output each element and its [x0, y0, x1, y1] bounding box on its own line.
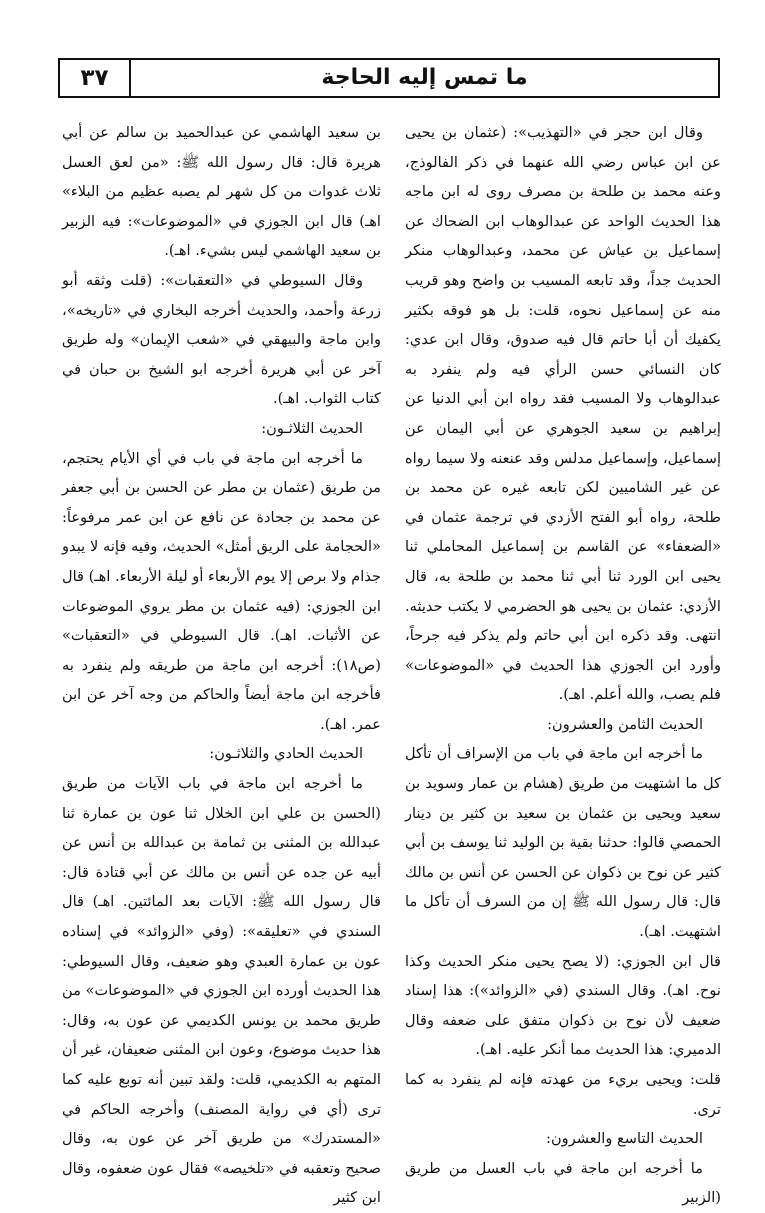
paragraph: قلت: ويحيى بريء من عهدته فإنه لم ينفرد به كما ترى. — [405, 1071, 721, 1118]
hadith-heading: الحديث الثامن والعشرون: — [547, 715, 703, 733]
running-title: ما تمس إليه الحاجة — [321, 65, 528, 90]
paragraph: ما أخرجه ابن ماجة في باب من الإسراف أن تأكل كل ما اشتهيت من طريق (هشام بن عمار وسويد بن سعيد ويحيى بن عثمان بن سعيد بن كثير بن دينار الحمصي قالوا: حدثنا بقية بن الوليد ثنا يوسف بن أبي كثير عن نوح بن ذكوان عن الحسن عن أنس بن مالك قال: قال رسول الله ﷺ إن من السرف أن تأكل ما اشتهيت. اهـ). — [405, 745, 721, 941]
hadith-heading: الحديث الحادي والثلاثـون: — [209, 745, 363, 763]
paragraph: ما أخرجه ابن ماجة في باب الآيات من طريق (الحسن بن علي ابن الخلال ثنا عون بن عمارة ثنا عبدالله بن المثنى بن ثمامة بن عبدالله بن أنس عن أبيه عن جده عن أنس بن مالك عن أبي قتادة قال: قال رسول الله ﷺ: الآيات بعد المائتين. اهـ) قال السندي في «تعليقه»: (وفي «الزوائد» في إسناده عون بن عمارة العبدي وهو ضعيف، وقال السيوطي: هذا الحديث أورده ابن الجوزي في «الموضوعات» من طريق محمد بن يونس الكديمي عن عون به، وقال: هذا حديث موضوع، وعون ابن المثنى ضعيفان، غير أن المتهم به الكديمي، قلت: ولقد تبين أنه توبع عليه كما ترى (أي في رواية المصنف) وأخرجه الحاكم في «المستدرك» من طريق آخر عن عون به، وقال صحيح وتعقبه في «تلخيصه» فقال عون ضعفوه، وقال ابن كثير — [62, 775, 381, 1207]
page-number: ٣٧ — [80, 65, 109, 91]
page-header — [58, 58, 720, 98]
hadith-heading: الحديث التاسع والعشرون: — [546, 1130, 703, 1148]
paragraph: بن سعيد الهاشمي عن عبدالحميد بن سالم عن أبي هريرة قال: قال رسول الله ﷺ: «من لعق العسل ثلاث غدوات من كل شهر لم يصبه عظيم من البلاء» اهـ) قال ابن الجوزي في «الموضوعات»: فيه الزبير بن سعيد الهاشمي ليس بشيء. اهـ). — [62, 124, 381, 260]
paragraph: قال ابن الجوزي: (لا يصح يحيى منكر الحديث وكذا نوح. اهـ). وقال السندي (في «الزوائد»): هذا إسناد ضعيف لأن نوح بن ذكوان متفق على ضعفه وقال الدميري: هذا الحديث مما أنكر عليه. اهـ). — [405, 952, 721, 1059]
hadith-heading: الحديث الثلاثـون: — [261, 419, 363, 437]
paragraph: ما أخرجه ابن ماجة في باب في أي الأيام يحتجم، من طريق (عثمان بن مطر عن الحسن بن أبي جعفر عن محمد بن جحادة عن نافع عن ابن عمر مرفوعاً: «الحجامة على الريق أمثل» الحديث، وفيه فإنه لا يبدو جذام ولا برص إلا يوم الأربعاء أو ليلة الأربعاء. اهـ) قال ابن الجوزي: (فيه عثمان بن مطر يروي الموضوعات عن الأثبات. اهـ). قال السيوطي في «التعقبات» (ص١٨): أخرجه ابن ماجة من طريقه ولم ينفرد به فأخرجه ابن ماجة أيضاً والحاكم من وجه آخر عن ابن عمر. اهـ). — [62, 449, 381, 733]
paragraph: ما أخرجه ابن ماجة في باب العسل من طريق (الزبير — [405, 1159, 721, 1207]
paragraph: وقال السيوطي في «التعقبات»: (قلت وثقه أبو زرعة وأحمد، والحديث أخرجه البخاري في «تاريخه»، وابن ماجة والبيهقي في «شعب الإيمان» وله طريق آخر عن أبي هريرة أخرجه ابو الشيخ بن حبان في كتاب الثواب. اهـ). — [62, 271, 381, 408]
left-column — [62, 118, 381, 1213]
right-column — [405, 118, 721, 1213]
paragraph: وقال ابن حجر في «التهذيب»: (عثمان بن يحيى عن ابن عباس رضي الله عنهما في ذكر الفالوذج، وعنه محمد بن طلحة بن مصرف روى له ابن ماجه هذا الحديث الواحد عن عبدالوهاب ابن الضحاك عن إسماعيل بن عياش عن محمد، وعبدالوهاب منكر الحديث جداً، وقد تابعه المسيب بن واضح وهو قريب منه عن إسماعيل نحوه، قلت: بل هو فوقه بكثير يكفيك أن أبا حاتم قال فيه صدوق، وقال ابن عدي: كان النسائي حسن الرأي فيه ولم ينفرد به عبدالوهاب ولا المسيب فقد رواه ابن أبي الدنيا عن إبراهيم بن سعيد الجوهري عن أبي اليمان عن إسماعيل، وإسماعيل مدلس وقد عنعنه ولا سيما رواه عن غير الشاميين لكن تابعه غيره عن محمد بن طلحة، رواه أبو الفتح الأزدي في ترجمة عثمان في «الضعفاء» عن القاسم بن إسماعيل المحاملي ثنا يحيى ابن الورد ثنا أبي ثنا محمد بن طلحة به، قال الأزدي: عثمان بن يحيى هو الحضرمي لا يكتب حديثه. انتهى. وقد ذكره ابن أبي حاتم ولم يذكر فيه جرحاً، وأورد ابن الجوزي هذا الحديث في «الموضوعات» فلم يصب، والله أعلم. اهـ). — [405, 124, 721, 704]
